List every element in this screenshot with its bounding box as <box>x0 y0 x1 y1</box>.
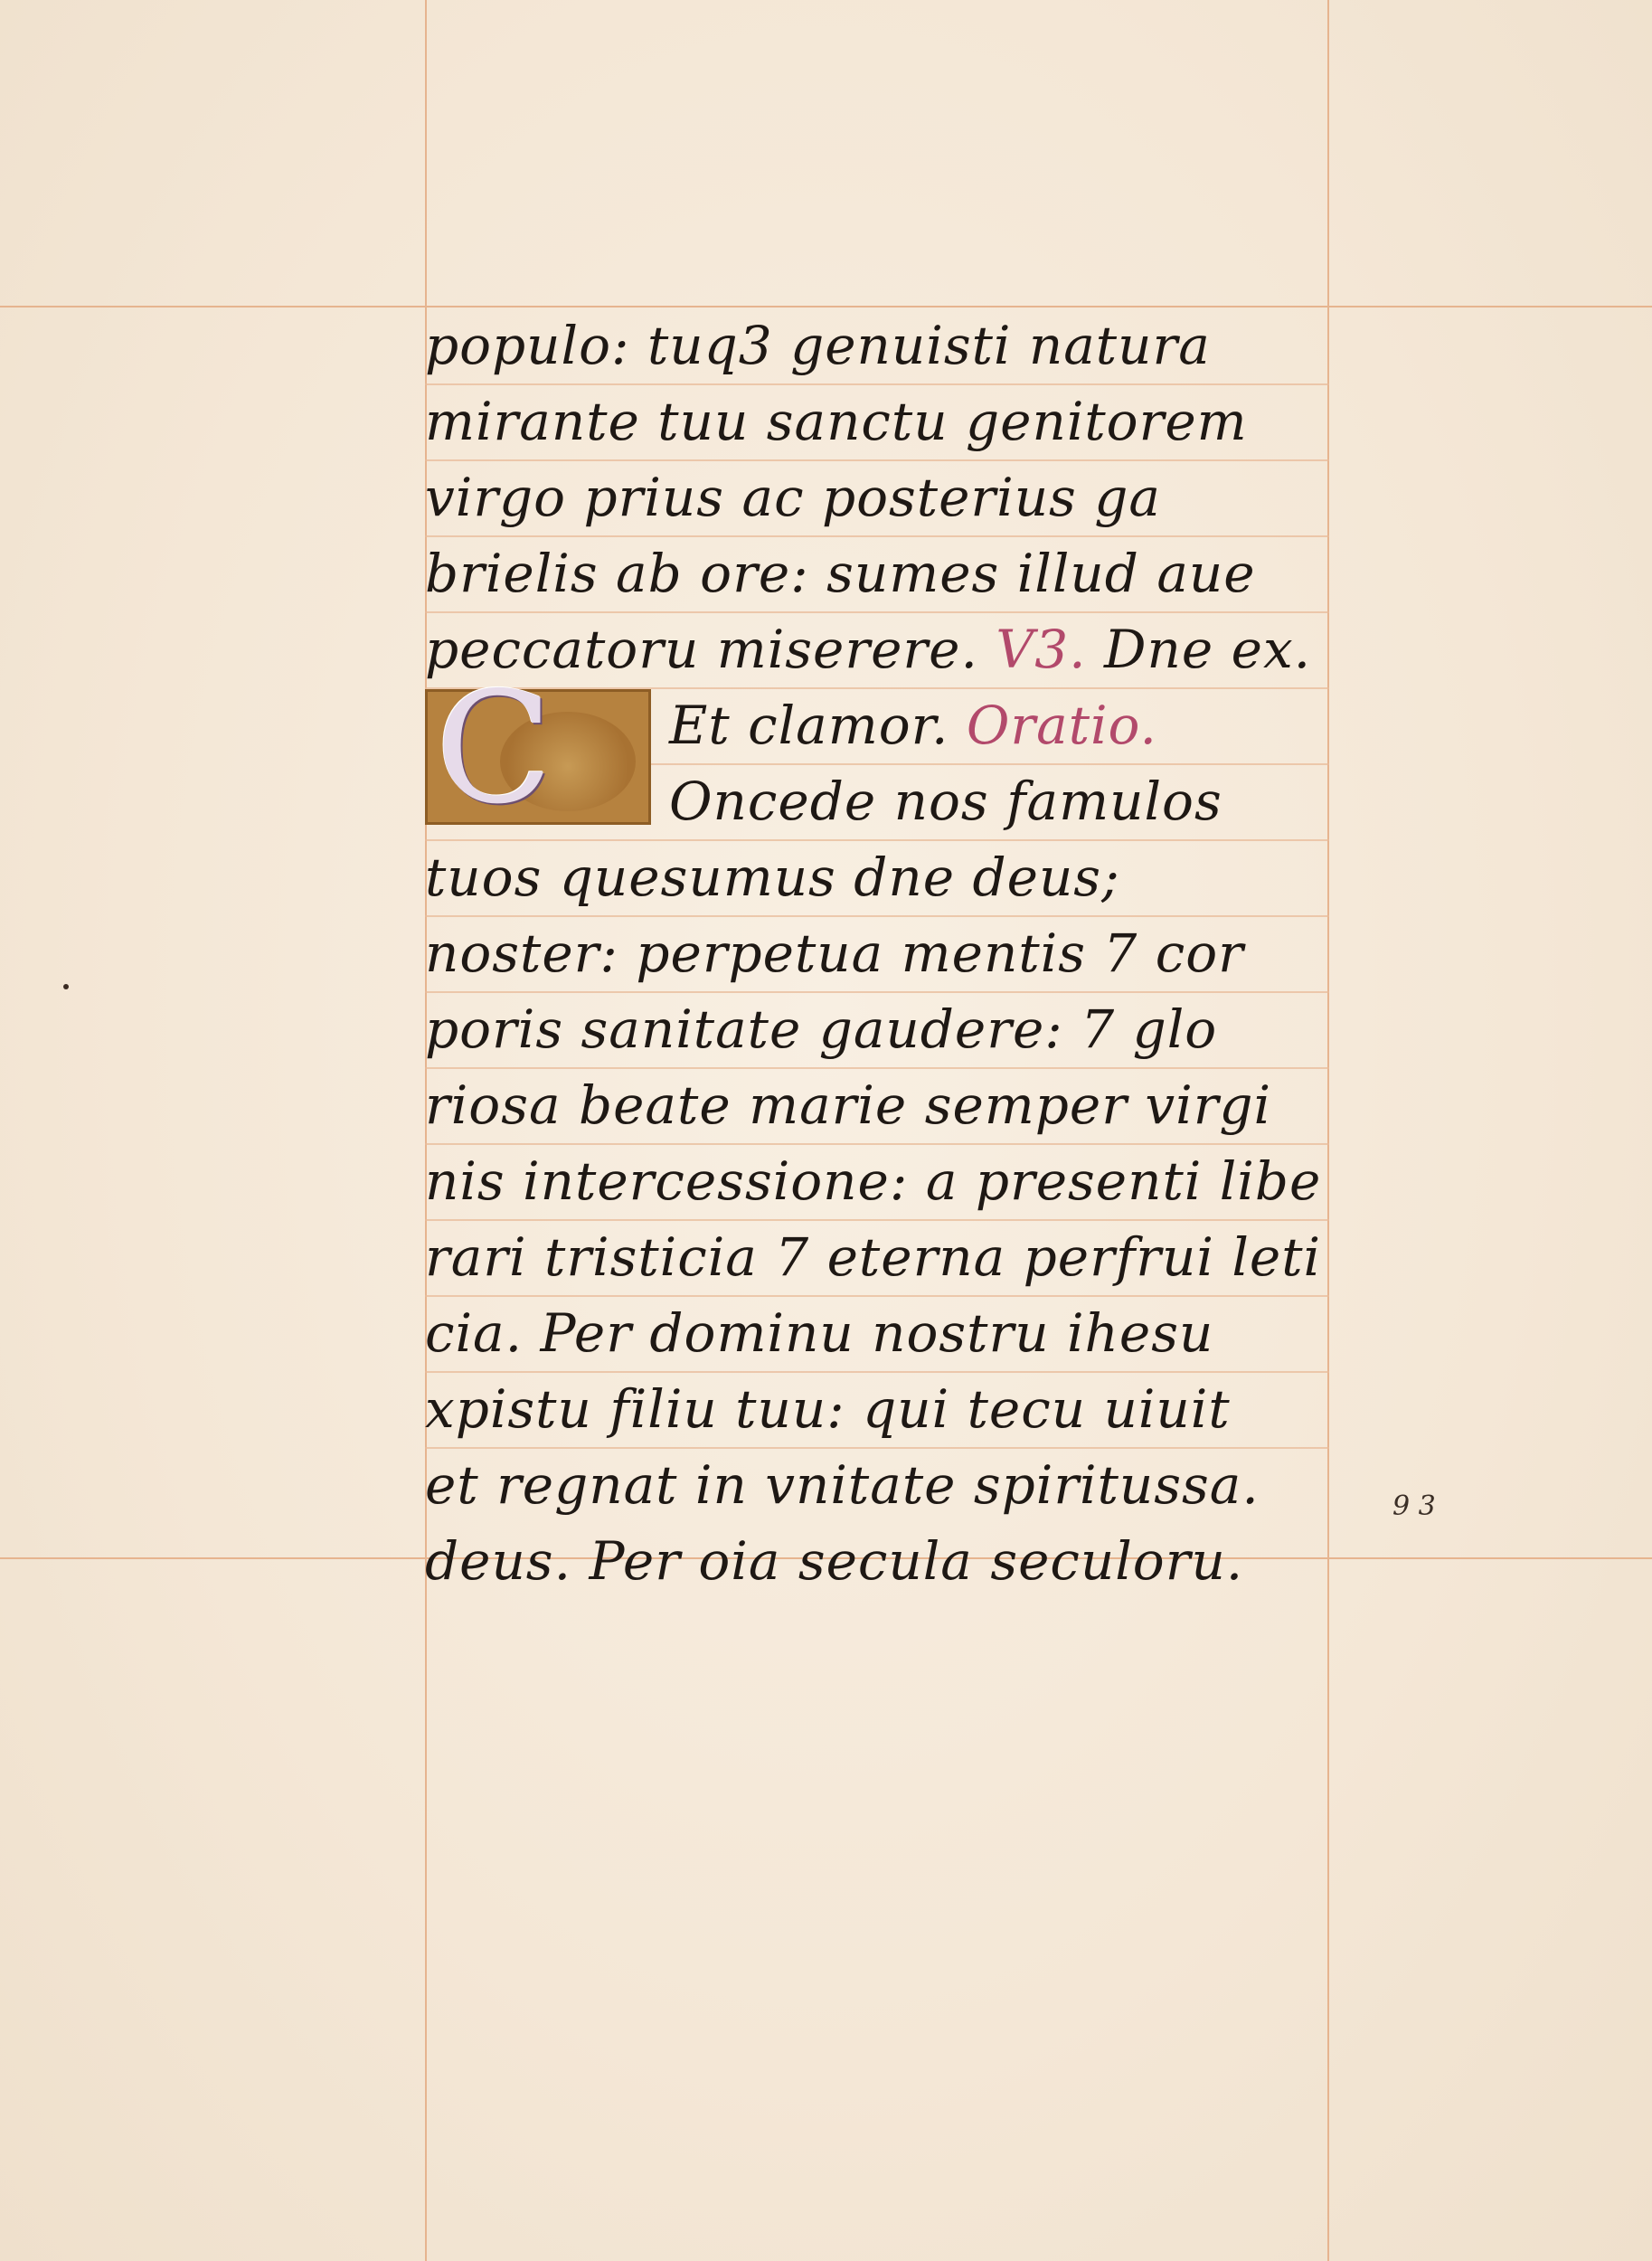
text-line-6 <box>425 687 1374 763</box>
text-line-13: rari tristicia 7 eterna perfrui leti <box>425 1226 1322 1288</box>
text-block <box>425 307 1374 1599</box>
text-line-8: tuos quesumus dne deus; <box>425 847 1120 908</box>
text-line-7: Oncede nos famulos <box>669 771 1222 832</box>
text-line-5 <box>425 611 1374 687</box>
text-line-5-start: peccatoru miserere. <box>425 619 978 680</box>
rubric-versicle: V3. <box>996 619 1087 680</box>
text-line-14: cia. Per dominu nostru ihesu <box>425 1302 1214 1364</box>
ink-speck <box>63 984 69 989</box>
text-line-5-end: Dne ex. <box>1104 619 1312 680</box>
text-line-16: et regnat in vnitate spiritussa. <box>425 1454 1260 1516</box>
text-line-12: nis intercessione: a presenti libe <box>425 1150 1322 1212</box>
text-line-11: riosa beate marie semper virgi <box>425 1074 1272 1136</box>
text-line-10: poris sanitate gaudere: 7 glo <box>425 998 1218 1060</box>
text-line-17: deus. Per oia secula seculoru. <box>425 1530 1244 1592</box>
text-line-2: mirante tuu sanctu genitorem <box>425 391 1248 452</box>
text-line-6-start: Et clamor. <box>669 695 949 756</box>
rubric-oratio: Oratio. <box>966 695 1157 756</box>
text-line-15: xpistu filiu tuu: qui tecu uiuit <box>425 1378 1231 1440</box>
text-line-1: populo: tuq3 genuisti natura <box>425 315 1211 376</box>
marginal-note: 9 3 <box>1392 1490 1436 1522</box>
text-line-4: brielis ab ore: sumes illud aue <box>425 543 1256 604</box>
text-line-9: noster: perpetua mentis 7 cor <box>425 922 1244 984</box>
text-line-3: virgo prius ac posterius ga <box>425 467 1161 528</box>
initial-letter: C <box>435 659 553 838</box>
